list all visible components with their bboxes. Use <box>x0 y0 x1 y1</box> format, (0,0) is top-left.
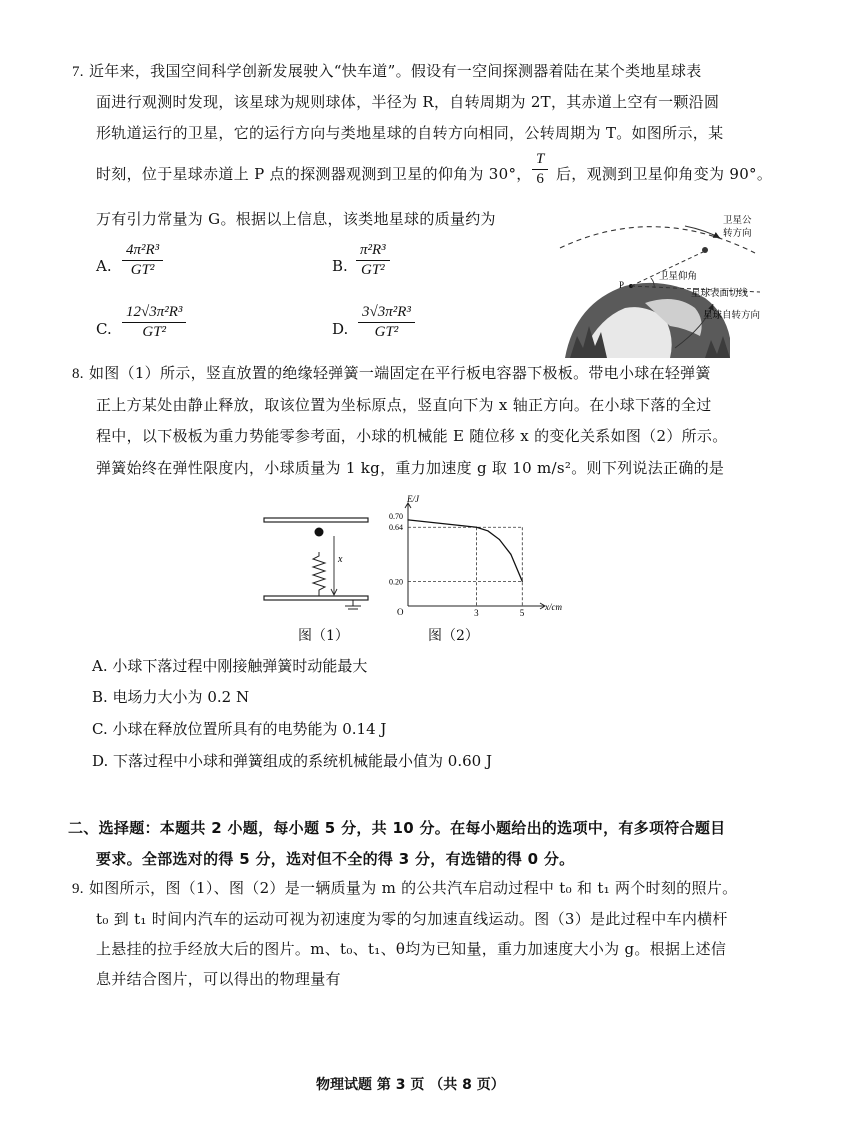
data-point-1 <box>476 527 477 528</box>
q8-line-3: 程中，以下极板为重力势能零参考面，小球的机械能 E 随位移 x 的变化关系如图（2）所示。 <box>96 427 728 445</box>
q7-fraction-t-over-6: T 6 <box>532 151 548 188</box>
series-energy-line <box>408 520 522 582</box>
q9-line-2: t₀ 到 t₁ 时间内汽车的运动可视为初速度为零的匀加速直线运动。图（3）是此过程中车内横杆 <box>96 910 728 928</box>
q8-option-d: D. 下落过程中小球和弹簧组成的系统机械能最小值为 0.60 J <box>92 752 492 770</box>
x-axis-label: x/cm <box>545 602 562 612</box>
q7-option-d-label: D. <box>332 320 349 338</box>
point-p-label: P <box>619 280 625 290</box>
upper-plate <box>264 518 368 522</box>
origin-label: O <box>397 607 404 617</box>
label-surface-tangent: 星球表面切线 <box>691 289 749 299</box>
x-tick-label-3: 3 <box>474 608 479 618</box>
lower-plate <box>264 596 368 600</box>
q9-line-1: 9. 如图所示，图（1）、图（2）是一辆质量为 m 的公共汽车启动过程中 t₀ 和 t₁ 两个时刻的照片。 <box>72 879 738 897</box>
q7-planet-figure <box>555 208 800 358</box>
q8-option-a: A. 小球下落过程中刚接触弹簧时动能最大 <box>92 657 368 675</box>
y-tick-label-0.20: 0.20 <box>389 577 403 587</box>
data-point-4 <box>510 554 511 555</box>
q8-option-b: B. 电场力大小为 0.2 N <box>92 688 250 706</box>
y-axis-label: E/J <box>407 494 419 504</box>
charged-ball <box>315 528 324 537</box>
q8-figure-1-caption: 图（1） <box>298 628 349 644</box>
q9-number: 9. <box>72 881 84 897</box>
q8-line-1: 8. 如图（1）所示，竖直放置的绝缘轻弹簧一端固定在平行板电容器下极板。带电小球在轻弹簧 <box>72 364 711 382</box>
q8-option-c: C. 小球在释放位置所具有的电势能为 0.14 J <box>92 720 387 738</box>
q8-figure-2-caption: 图（2） <box>428 628 479 644</box>
q9-line-3: 上悬挂的拉手经放大后的图片。m、t₀、t₁、θ均为已知量，重力加速度大小为 g。根据上述信 <box>96 940 727 958</box>
q7-option-c-label: C. <box>96 320 112 338</box>
spring <box>313 552 325 596</box>
label-rotation-direction: 星球自转方向 <box>703 311 761 321</box>
label-satellite-direction-2: 转方向 <box>723 229 752 239</box>
q7-line-2: 面进行观测时发现，该星球为规则球体，半径为 R，自转周期为 2T，其赤道上空有一颗沿圆 <box>96 93 720 111</box>
section-2-heading-line-1: 二、选择题：本题共 2 小题，每小题 5 分，共 10 分。在每小题给出的选项中，有多项符合题目 <box>68 819 726 837</box>
orbit-direction-arrow <box>685 226 720 238</box>
q7-line-1: 7. 近年来，我国空间科学创新发展驶入“快车道”。假设有一空间探测器着陆在某个类地星球表 <box>72 62 702 80</box>
q8-number: 8. <box>72 366 84 382</box>
label-elevation-angle: 卫星仰角 <box>659 272 698 282</box>
data-point-5 <box>522 581 523 582</box>
q7-line-3: 形轨道运行的卫星，它的运行方向与类地星球的自转方向相同，公转周期为 T。如图所示，某 <box>96 124 724 142</box>
q7-option-a-value: 4π²R³ GT² <box>122 242 163 279</box>
q7-option-c-value: 12√3π²R³ GT² <box>122 304 186 341</box>
section-2-heading-line-2: 要求。全部选对的得 5 分，选对但不全的得 3 分，有选错的得 0 分。 <box>96 850 575 868</box>
x-tick-label-5: 5 <box>519 608 525 618</box>
q7-line-4b: 后，观测到卫星仰角变为 90°。 <box>556 165 773 183</box>
label-satellite-direction-1: 卫星公 <box>723 216 752 226</box>
q8-line-2: 正上方某处由静止释放，取该位置为坐标原点，竖直向下为 x 轴正方向。在小球下落的全过 <box>96 396 712 414</box>
q9-line-4: 息并结合图片，可以得出的物理量有 <box>96 970 341 988</box>
q7-line-5: 万有引力常量为 G。根据以上信息，该类地星球的质量约为 <box>96 210 496 228</box>
y-tick-label-0.70: 0.70 <box>389 511 403 521</box>
data-point-2 <box>487 530 488 531</box>
q8-line-4: 弹簧始终在弹性限度内，小球质量为 1 kg，重力加速度 g 取 10 m/s²。则下列说法正确的是 <box>96 459 725 477</box>
q7-line-4a: 时刻，位于星球赤道上 P 点的探测器观测到卫星的仰角为 30°， <box>96 165 532 183</box>
data-point-3 <box>499 539 500 540</box>
q8-figure-2-chart <box>386 494 562 618</box>
q7-option-b-value: π²R³ GT² <box>356 242 390 279</box>
q7-option-b-label: B. <box>332 257 348 275</box>
q7-option-d-value: 3√3π²R³ GT² <box>358 304 415 341</box>
page-footer: 物理试题 第 3 页 （共 8 页） <box>316 1077 505 1093</box>
q7-number: 7. <box>72 64 84 80</box>
q8-figure-1-capacitor <box>258 512 376 612</box>
q7-option-a-label: A. <box>96 257 112 275</box>
y-tick-label-0.64: 0.64 <box>389 523 403 533</box>
x-axis-label: x <box>338 554 343 565</box>
data-point-0 <box>407 519 408 520</box>
